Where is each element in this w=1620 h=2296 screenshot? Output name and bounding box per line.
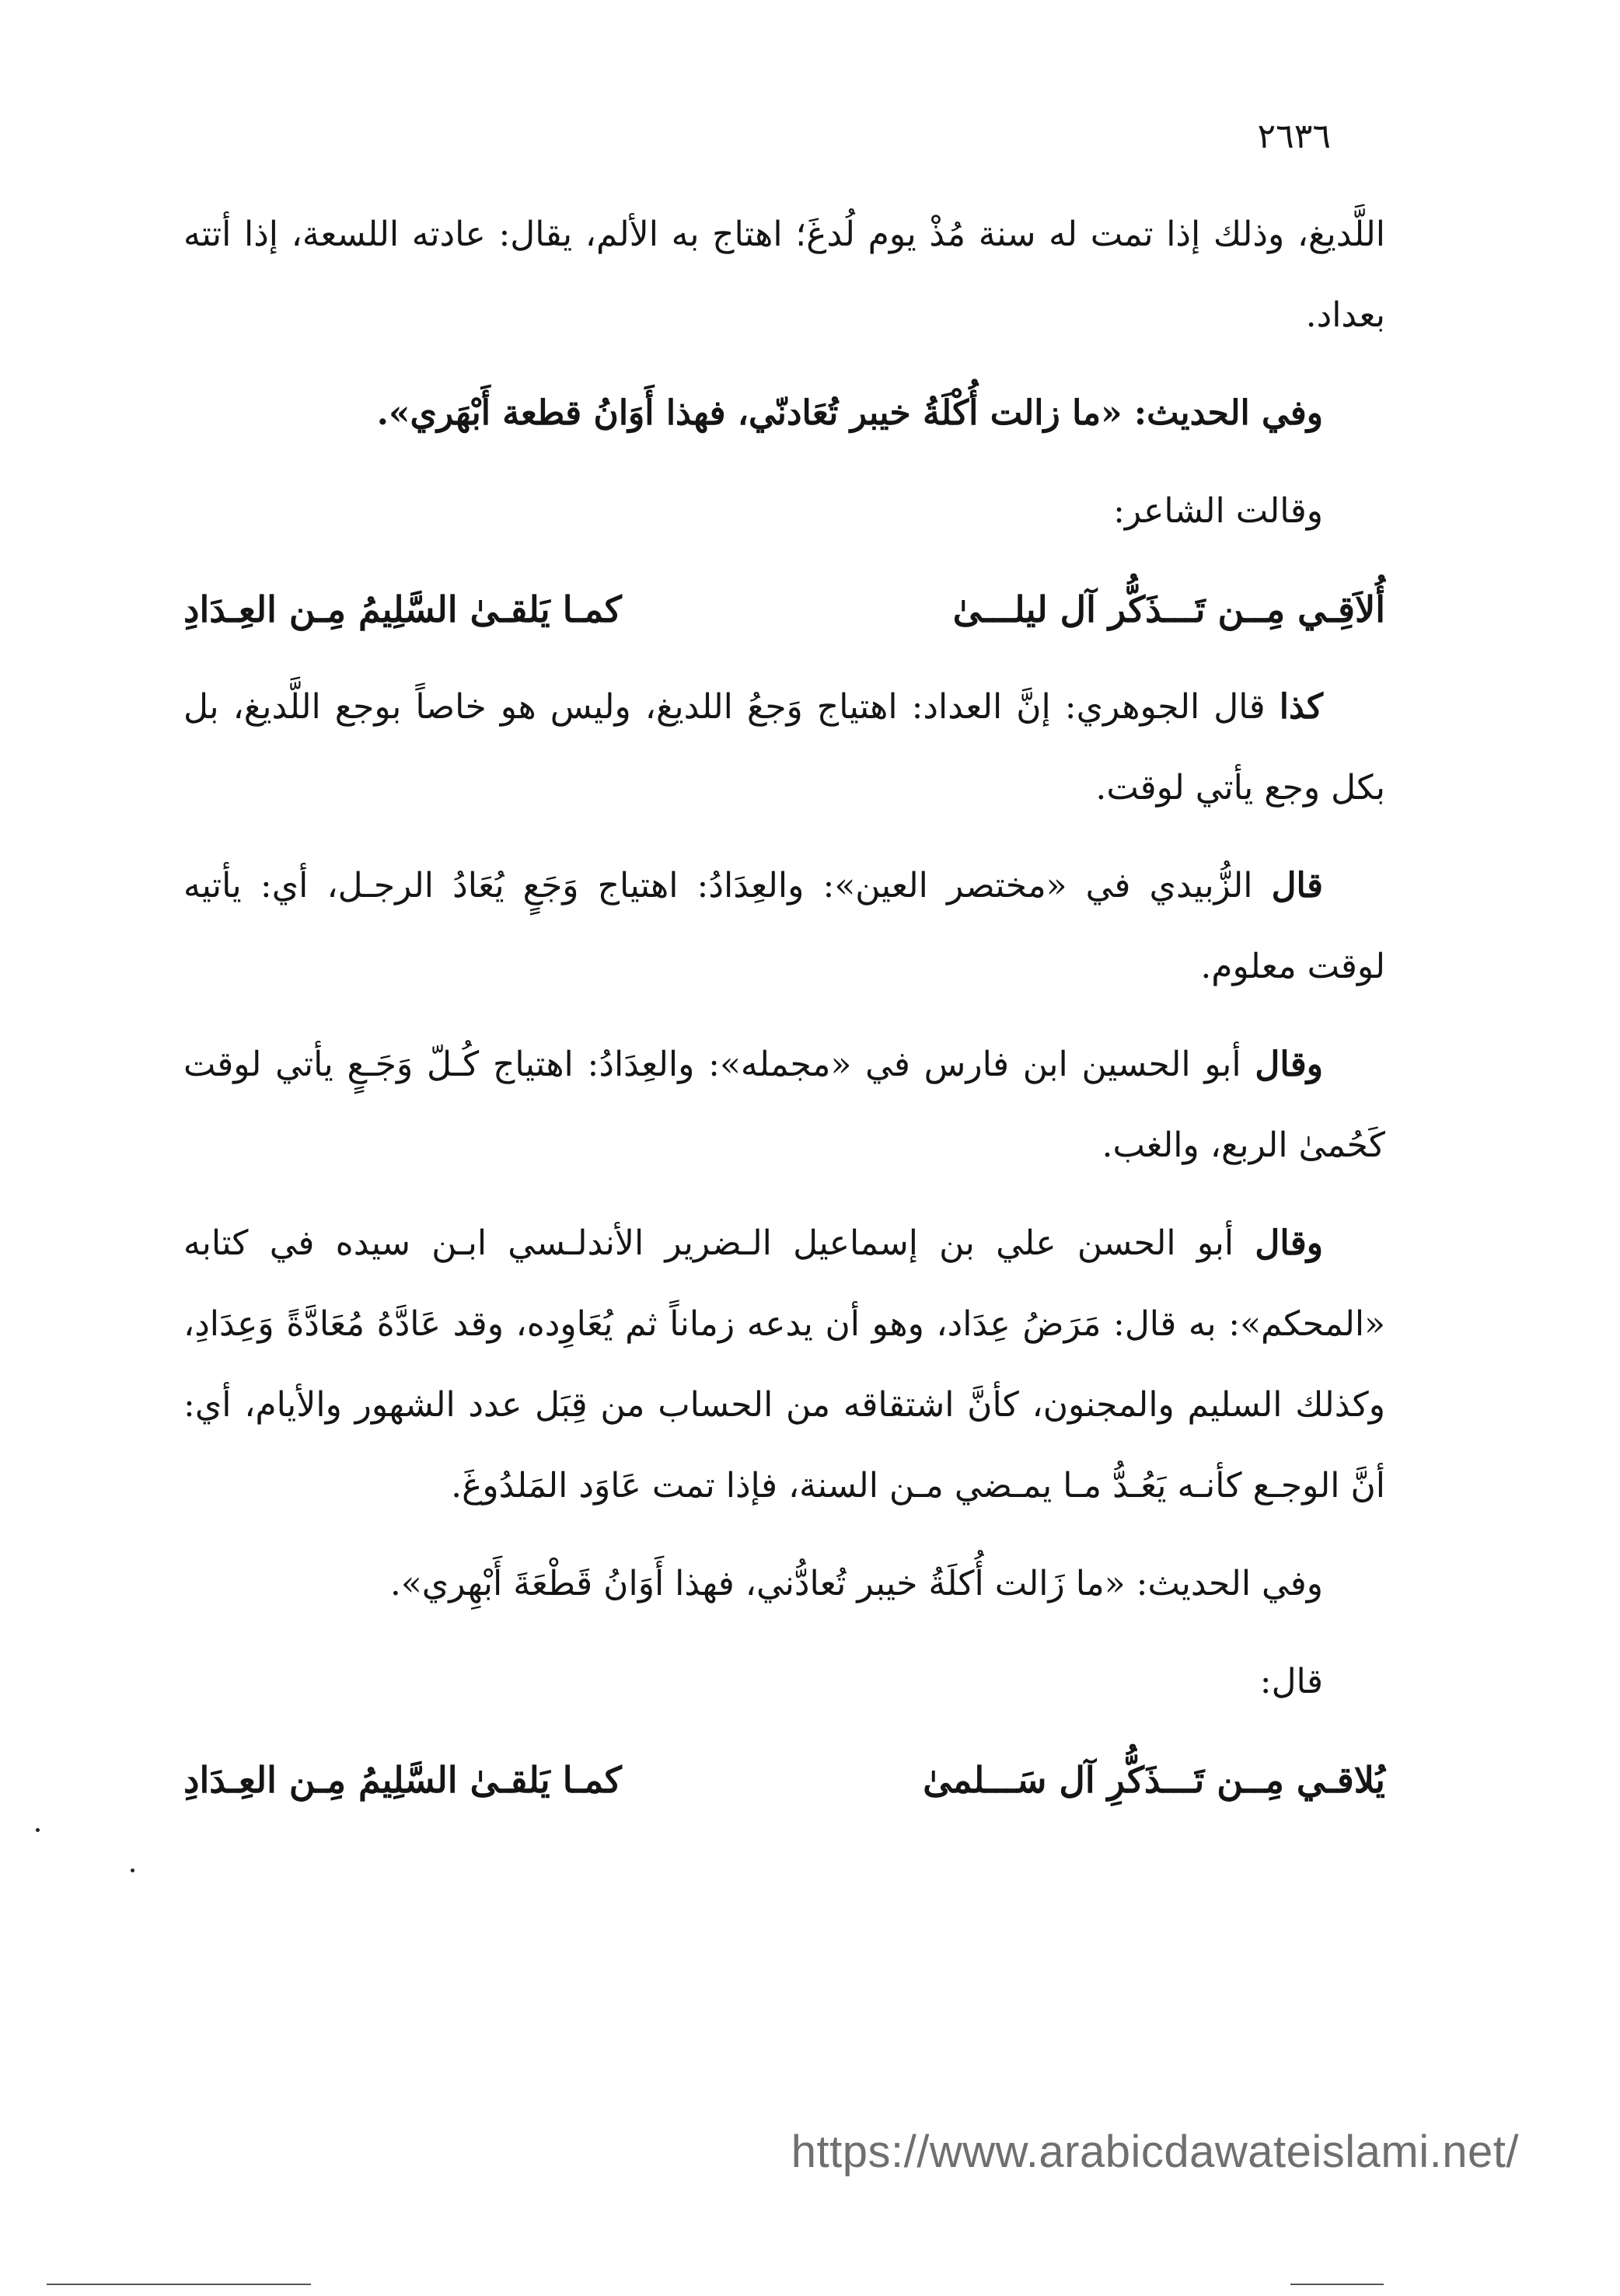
poet-intro: وقالت الشاعر: [1113, 491, 1323, 531]
paragraph-body: وفي الحديث: «ما زَالت أُكلَةُ خيبر تُعادُّني، فهذا أَوَانُ قَطْعَةَ أَبْهِري». [389, 1564, 1323, 1603]
paragraph-zubaydi [183, 846, 1385, 1007]
paragraph-body: قال: [1259, 1662, 1323, 1701]
paragraph-lead: قال [1271, 866, 1323, 905]
paragraph-body: الزُّبيدي في «مختصر العين»: والعِدَادُ: اهتياج وَجَعٍ يُعَادُ الرجـل، أي: يأتيه لوقت معلوم. [183, 866, 1385, 986]
watermark-url: https://www.arabicdawateislami.net/ [791, 2127, 1519, 2177]
page-number: ٢٦٣٦ [1257, 117, 1331, 156]
paragraph-lead: كذا [1279, 687, 1323, 727]
verse-2-second-hemistich: كمـا يَلقـىٰ السَّلِيمُ مِـن العِـدَادِ [183, 1759, 622, 1801]
paragraph-body: أبو الحسين ابن فارس في «مجمله»: والعِدَادُ: اهتياج كُـلّ وَجَـعٍ يأتي لوقت كَحُمىٰ الربع، والغب. [183, 1045, 1385, 1165]
paragraph-intro: اللَّديغ، وذلك إذا تمت له سنة مُذْ يوم لُدغَ؛ اهتاج به الألم، يقال: عادته اللسعة، إذا أتته بعداد. [183, 215, 1385, 335]
scan-speck [36, 1828, 40, 1832]
verse-1-first-hemistich: أُلاَقِـي مِــن تَـــذَكُّر آل ليلـــىٰ [952, 588, 1385, 630]
paragraph-body: قال الجوهري: إنَّ العداد: اهتياج وَجعُ اللديغ، وليس هو خاصاً بوجع اللَّديغ، بل بكل وجع يأتي لوقت. [183, 687, 1385, 808]
verse-line-1 [183, 569, 1385, 650]
poet-intro-2 [183, 1642, 1385, 1722]
verse-2-first-hemistich: يُلاقـي مِــن تَـــذَكُّرِ آل سَـــلمىٰ [923, 1759, 1385, 1801]
paragraph-ibn-faris [183, 1024, 1385, 1186]
paragraph-body: أبو الحسن علي بن إسماعيل الـضرير الأندلـسي ابـن سيده في كتابه «المحكم»: به قال: مَرَضُ عِدَاد، وهو أن يدعه زماناً ثم يُعَاوِده، وقد عَادَّهُ مُعَادَّةً وَعِدَادِ، وكذلك السليم والمجنون، كأنَّ اشتقاقه من الحساب من قِبَل عدد الشهور والأيام، أي: أنَّ الوجـع كأنـه يَعُـدُّ مـا يمـضي مـن السنة، فإذا تمت عَاوَد المَلدُوغَ. [183, 1223, 1385, 1506]
scan-edge-line [1290, 2284, 1384, 2285]
scan-edge-line [47, 2284, 311, 2285]
paragraph-lead: وقال [1255, 1045, 1323, 1084]
body-text [183, 194, 1385, 1837]
paragraph-lead: وقال [1255, 1223, 1323, 1263]
paragraph-ibn-sidah [183, 1203, 1385, 1527]
verse-1-second-hemistich: كمـا يَلقـىٰ السَّلِيمُ مِـن العِـدَادِ [183, 588, 622, 630]
verse-line-2 [183, 1739, 1385, 1820]
paragraph-jawhari [183, 667, 1385, 829]
scan-speck [131, 1869, 134, 1872]
hadith-quote: وفي الحديث: «ما زالت أُكْلَةُ خيبر تُعَادنّي، فهذا أَوَانُ قطعة أَبْهَري». [376, 393, 1323, 433]
hadith-quote-2 [183, 1544, 1385, 1624]
